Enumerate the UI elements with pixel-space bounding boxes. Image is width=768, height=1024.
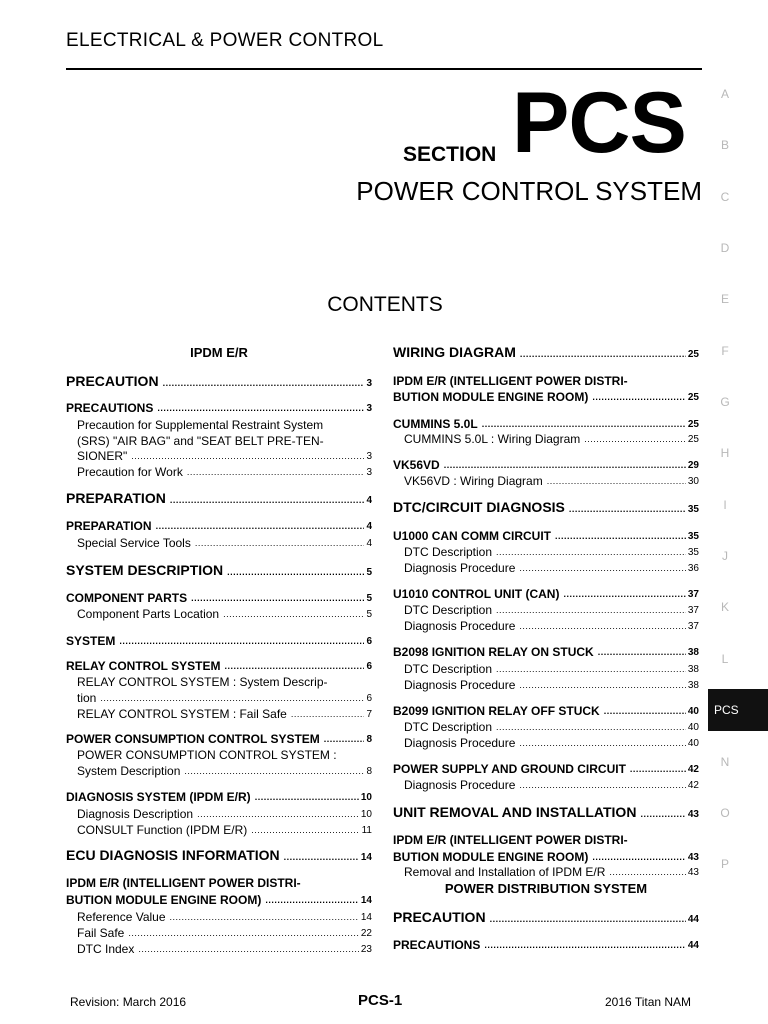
toc-entry[interactable] [66, 893, 372, 907]
toc-leader [100, 694, 364, 703]
toc-entry-page: 37 [687, 621, 699, 633]
toc-entry-title: CUMMINS 5.0L : Wiring Diagram [404, 432, 581, 446]
toc-leader [519, 681, 685, 690]
toc-entry-title: Diagnosis Procedure [404, 678, 516, 692]
toc-entry[interactable] [66, 926, 372, 940]
toc-entry-title: System Description [77, 764, 181, 778]
toc-entry[interactable] [66, 807, 372, 821]
toc-leader [224, 662, 364, 671]
toc-entry-line[interactable]: POWER CONSUMPTION CONTROL SYSTEM : [77, 748, 337, 762]
toc-entry[interactable] [393, 529, 699, 543]
toc-leader [227, 568, 364, 577]
toc-entry[interactable] [393, 619, 699, 633]
toc-entry-title: Diagnosis Description [77, 807, 194, 821]
toc-entry[interactable] [393, 645, 699, 659]
toc-entry-page: 23 [360, 944, 372, 956]
toc-entry-line[interactable]: (SRS) "AIR BAG" and "SEAT BELT PRE-TEN- [77, 434, 324, 448]
toc-leader [223, 610, 364, 619]
toc-entry[interactable] [393, 499, 699, 516]
toc-left-column [66, 0, 372, 1024]
toc-leader [604, 707, 686, 716]
toc-entry-page: 25 [687, 419, 699, 431]
toc-entry[interactable] [66, 562, 372, 579]
toc-leader [496, 606, 686, 615]
toc-leader [128, 929, 359, 938]
toc-entry[interactable] [66, 659, 372, 673]
toc-leader [444, 461, 686, 470]
toc-entry-page: 6 [366, 636, 372, 648]
toc-entry-title: POWER CONSUMPTION CONTROL SYSTEM [66, 732, 320, 746]
toc-leader [170, 913, 359, 922]
toc-entry-page: 42 [687, 780, 699, 792]
toc-leader [496, 548, 686, 557]
toc-leader [519, 564, 685, 573]
toc-entry-title: PREPARATION [66, 490, 166, 506]
side-index-active-tab[interactable]: PCS [708, 689, 768, 731]
toc-entry-title: VK56VD [393, 458, 440, 472]
toc-entry-title: COMPONENT PARTS [66, 591, 188, 605]
toc-leader [324, 735, 365, 744]
toc-entry[interactable] [66, 732, 372, 746]
toc-entry-page: 29 [687, 460, 699, 472]
toc-group-heading: IPDM E/R [190, 345, 248, 360]
toc-leader [251, 826, 359, 835]
toc-leader [291, 710, 365, 719]
toc-entry-title: DTC/CIRCUIT DIAGNOSIS [393, 499, 565, 515]
toc-entry-title: PRECAUTIONS [66, 401, 154, 415]
toc-entry[interactable] [393, 417, 699, 431]
toc-leader [163, 379, 365, 388]
toc-entry[interactable] [393, 587, 699, 601]
toc-entry-title: Reference Value [77, 910, 166, 924]
toc-right-column [393, 0, 699, 1024]
toc-leader [119, 637, 364, 646]
toc-entry-page: 10 [360, 792, 372, 804]
toc-entry[interactable] [393, 662, 699, 676]
toc-entry-page: 7 [366, 709, 372, 721]
toc-leader [519, 622, 685, 631]
toc-entry-page: 36 [687, 563, 699, 575]
toc-entry[interactable] [393, 865, 699, 879]
side-index-letter[interactable]: H [720, 446, 730, 460]
toc-entry-title: PREPARATION [66, 519, 152, 533]
toc-entry-page: 8 [366, 734, 372, 746]
toc-entry-page: 8 [366, 766, 372, 778]
toc-entry-title: DTC Index [77, 942, 135, 956]
toc-entry-page: 38 [687, 664, 699, 676]
toc-entry[interactable] [393, 736, 699, 750]
toc-entry-title: DTC Description [404, 720, 493, 734]
toc-leader [265, 896, 359, 905]
toc-entry-page: 35 [687, 531, 699, 543]
toc-leader [197, 810, 359, 819]
toc-entry[interactable] [393, 603, 699, 617]
toc-entry[interactable] [393, 804, 699, 821]
toc-entry[interactable] [66, 536, 372, 550]
toc-entry[interactable] [393, 678, 699, 692]
toc-entry-page: 35 [687, 503, 699, 515]
toc-entry-title: DIAGNOSIS SYSTEM (IPDM E/R) [66, 790, 251, 804]
toc-entry-page: 40 [687, 738, 699, 750]
toc-entry-page: 25 [687, 434, 699, 446]
toc-entry-page: 3 [366, 403, 372, 415]
toc-entry[interactable] [393, 938, 699, 952]
toc-entry[interactable] [66, 490, 372, 507]
toc-leader [630, 765, 686, 774]
toc-entry[interactable] [393, 762, 699, 776]
toc-entry-title: SIONER" [77, 449, 128, 463]
toc-entry-page: 42 [687, 764, 699, 776]
toc-leader [255, 793, 359, 802]
toc-entry-page: 25 [687, 348, 699, 360]
side-index-letter[interactable]: K [720, 600, 729, 614]
toc-entry-page: 14 [360, 912, 372, 924]
toc-leader [519, 781, 685, 790]
toc-entry[interactable] [66, 847, 372, 864]
toc-entry-page: 40 [687, 722, 699, 734]
toc-entry-page: 6 [366, 661, 372, 673]
toc-entry-line[interactable]: Precaution for Supplemental Restraint System [77, 418, 324, 432]
toc-leader [640, 810, 685, 819]
toc-entry-title: Diagnosis Procedure [404, 619, 516, 633]
toc-entry-title: BUTION MODULE ENGINE ROOM) [393, 850, 589, 864]
toc-entry[interactable] [393, 720, 699, 734]
footer-revision: Revision: March 2016 [70, 995, 187, 1009]
toc-entry-title: Component Parts Location [77, 607, 220, 621]
side-index-letter[interactable]: D [720, 241, 730, 255]
toc-leader [170, 496, 365, 505]
toc-entry-title: VK56VD : Wiring Diagram [404, 474, 543, 488]
toc-entry-title: CONSULT Function (IPDM E/R) [77, 823, 248, 837]
toc-entry[interactable] [66, 591, 372, 605]
side-index-letter[interactable]: G [720, 395, 730, 409]
toc-entry-title: ECU DIAGNOSIS INFORMATION [66, 847, 280, 863]
toc-entry[interactable] [393, 778, 699, 792]
toc-entry-title: Diagnosis Procedure [404, 561, 516, 575]
toc-entry-page: 44 [687, 940, 699, 952]
side-index-letter[interactable]: I [723, 498, 727, 512]
contents-title: CONTENTS [327, 293, 443, 316]
toc-entry-page: 3 [366, 467, 372, 479]
toc-leader [187, 468, 365, 477]
side-index-letter[interactable]: A [720, 87, 729, 101]
toc-entry-title: UNIT REMOVAL AND INSTALLATION [393, 804, 637, 820]
side-index-letter[interactable]: O [720, 806, 730, 820]
toc-entry-page: 37 [687, 589, 699, 601]
toc-entry-page: 11 [361, 825, 372, 837]
toc-entry-line[interactable]: IPDM E/R (INTELLIGENT POWER DISTRI- [66, 876, 301, 890]
toc-leader [598, 648, 686, 657]
toc-entry-page: 6 [366, 693, 372, 705]
toc-entry-page: 30 [687, 476, 699, 488]
toc-leader [496, 665, 686, 674]
toc-entry-title: Diagnosis Procedure [404, 736, 516, 750]
toc-entry-line[interactable]: IPDM E/R (INTELLIGENT POWER DISTRI- [393, 374, 628, 388]
toc-entry[interactable] [66, 634, 372, 648]
toc-leader [284, 853, 359, 862]
toc-entry-title: WIRING DIAGRAM [393, 344, 516, 360]
toc-entry-page: 3 [366, 377, 372, 389]
toc-entry-page: 43 [687, 808, 699, 820]
toc-entry-page: 38 [687, 680, 699, 692]
side-index-letter[interactable]: F [721, 344, 729, 358]
toc-leader [184, 767, 364, 776]
footer-model: 2016 Titan NAM [605, 995, 692, 1009]
toc-entry-title: Fail Safe [77, 926, 125, 940]
toc-entry-line[interactable]: IPDM E/R (INTELLIGENT POWER DISTRI- [393, 833, 628, 847]
side-index-letter[interactable]: E [720, 292, 729, 306]
toc-entry[interactable] [66, 691, 372, 705]
side-index-letter[interactable]: C [720, 190, 730, 204]
side-index-letter[interactable]: B [720, 138, 729, 152]
toc-entry[interactable] [66, 942, 372, 956]
toc-leader [555, 532, 686, 541]
toc-leader [138, 945, 359, 954]
toc-leader [195, 539, 365, 548]
toc-leader [496, 723, 686, 732]
section-name: POWER CONTROL SYSTEM [356, 176, 702, 206]
toc-entry[interactable] [393, 390, 699, 404]
toc-entry-title: DTC Description [404, 545, 493, 559]
toc-entry-title: BUTION MODULE ENGINE ROOM) [393, 390, 589, 404]
toc-entry-title: U1010 CONTROL UNIT (CAN) [393, 587, 560, 601]
toc-entry-page: 14 [360, 851, 372, 863]
toc-leader [157, 404, 364, 413]
toc-entry-page: 43 [687, 852, 699, 864]
toc-entry-title: Precaution for Work [77, 465, 183, 479]
toc-group-heading: POWER DISTRIBUTION SYSTEM [444, 881, 648, 896]
toc-entry-page: 5 [366, 609, 372, 621]
toc-entry-title: RELAY CONTROL SYSTEM : Fail Safe [77, 707, 287, 721]
toc-entry[interactable] [393, 432, 699, 446]
toc-entry[interactable] [393, 850, 699, 864]
toc-leader [482, 420, 686, 429]
toc-entry-title: Special Service Tools [77, 536, 191, 550]
toc-entry-page: 38 [687, 647, 699, 659]
toc-entry-title: PRECAUTION [66, 373, 159, 389]
toc-entry-title: PRECAUTION [393, 909, 486, 925]
toc-leader [563, 590, 685, 599]
side-index [708, 0, 768, 1024]
toc-entry-page: 35 [687, 547, 699, 559]
toc-entry[interactable] [66, 519, 372, 533]
toc-leader [191, 594, 364, 603]
toc-entry-page: 5 [366, 566, 372, 578]
footer-page-id: PCS-1 [358, 992, 403, 1009]
toc-entry-page: 37 [687, 605, 699, 617]
toc-leader [131, 452, 364, 461]
toc-leader [484, 941, 686, 950]
toc-entry-page: 40 [687, 706, 699, 718]
toc-leader [569, 505, 686, 514]
toc-entry[interactable] [66, 373, 372, 390]
toc-entry-page: 44 [687, 913, 699, 925]
toc-entry-page: 14 [360, 895, 372, 907]
toc-entry-title: tion [77, 691, 97, 705]
toc-entry-title: DTC Description [404, 662, 493, 676]
side-index-letter[interactable]: J [722, 549, 728, 563]
toc-entry[interactable] [66, 823, 372, 837]
toc-entry-page: 4 [366, 521, 372, 533]
toc-entry-title: B2098 IGNITION RELAY ON STUCK [393, 645, 594, 659]
toc-entry[interactable] [66, 790, 372, 804]
toc-entry-title: Removal and Installation of IPDM E/R [404, 865, 606, 879]
toc-entry[interactable] [66, 449, 372, 463]
toc-entry-title: SYSTEM DESCRIPTION [66, 562, 224, 578]
toc-entry[interactable] [66, 910, 372, 924]
section-code: PCS [512, 75, 686, 171]
toc-leader [592, 393, 686, 402]
toc-entry[interactable] [393, 474, 699, 488]
toc-leader [547, 477, 686, 486]
toc-entry[interactable] [66, 401, 372, 415]
toc-entry[interactable] [66, 764, 372, 778]
toc-entry-title: BUTION MODULE ENGINE ROOM) [66, 893, 262, 907]
toc-entry[interactable] [393, 458, 699, 472]
toc-entry-page: 4 [366, 538, 372, 550]
toc-entry[interactable] [393, 561, 699, 575]
toc-entry[interactable] [393, 704, 699, 718]
toc-leader [609, 868, 685, 877]
toc-entry-page: 4 [366, 494, 372, 506]
toc-entry[interactable] [393, 909, 699, 926]
toc-entry[interactable] [66, 707, 372, 721]
toc-entry-title: POWER SUPPLY AND GROUND CIRCUIT [393, 762, 626, 776]
toc-entry-title: SYSTEM [66, 634, 116, 648]
toc-leader [520, 350, 686, 359]
toc-entry-line[interactable]: RELAY CONTROL SYSTEM : System Descrip- [77, 675, 328, 689]
side-index-letter[interactable]: P [720, 857, 729, 871]
toc-entry[interactable] [66, 465, 372, 479]
toc-entry-title: U1000 CAN COMM CIRCUIT [393, 529, 552, 543]
section-label: SECTION [403, 143, 497, 166]
toc-entry-page: 10 [360, 809, 372, 821]
toc-entry-title: DTC Description [404, 603, 493, 617]
side-index-letter[interactable]: N [720, 755, 730, 769]
toc-leader [584, 435, 686, 444]
toc-leader [592, 853, 686, 862]
toc-entry[interactable] [66, 607, 372, 621]
toc-entry[interactable] [393, 344, 699, 361]
side-index-letter[interactable]: L [721, 652, 729, 666]
toc-entry-title: RELAY CONTROL SYSTEM [66, 659, 221, 673]
toc-entry-title: Diagnosis Procedure [404, 778, 516, 792]
toc-entry[interactable] [393, 545, 699, 559]
toc-entry-title: B2099 IGNITION RELAY OFF STUCK [393, 704, 600, 718]
toc-entry-title: PRECAUTIONS [393, 938, 481, 952]
toc-entry-page: 25 [687, 392, 699, 404]
toc-entry-page: 22 [360, 928, 372, 940]
toc-leader [156, 522, 365, 531]
header-title: ELECTRICAL & POWER CONTROL [66, 30, 384, 51]
toc-leader [519, 739, 685, 748]
toc-entry-title: CUMMINS 5.0L [393, 417, 478, 431]
toc-entry-page: 3 [366, 451, 372, 463]
toc-leader [490, 915, 686, 924]
toc-entry-page: 43 [687, 867, 699, 879]
toc-entry-page: 5 [366, 593, 372, 605]
